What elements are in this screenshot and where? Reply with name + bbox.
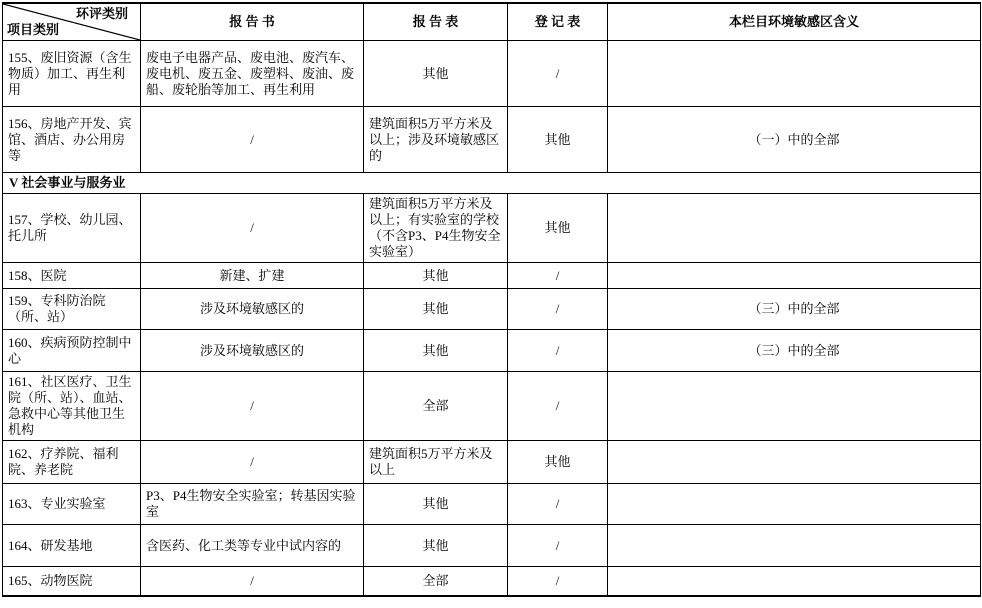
cell-report-book: / (141, 194, 364, 263)
header-project-category-label: 项目类别 (7, 22, 60, 37)
cell-report-book: / (141, 107, 364, 173)
cell-report-book: / (141, 441, 364, 484)
cell-meaning: （一）中的全部 (608, 107, 981, 173)
cell-category: 165、动物医院 (3, 567, 141, 596)
cell-meaning (608, 263, 981, 289)
diagonal-header-cell (3, 3, 141, 41)
cell-category: 158、医院 (3, 263, 141, 289)
cell-report-form: 建筑面积5万平方米及以上；有实验室的学校（不含P3、P4生物安全实验室） (364, 194, 508, 263)
table-row (3, 525, 981, 567)
document-page (0, 2, 982, 597)
cell-report-form: 全部 (364, 567, 508, 596)
cell-report-form: 其他 (364, 525, 508, 567)
cell-report-book: P3、P4生物安全实验室；转基因实验室 (141, 484, 364, 525)
header-report-form: 报 告 表 (364, 3, 508, 41)
cell-meaning: （三）中的全部 (608, 330, 981, 372)
table-row (3, 567, 981, 596)
cell-registration-form: / (508, 484, 608, 525)
cell-report-book: / (141, 372, 364, 441)
table-row (3, 263, 981, 289)
cell-registration-form: 其他 (508, 194, 608, 263)
cell-category: 157、学校、幼儿园、托儿所 (3, 194, 141, 263)
cell-meaning (608, 525, 981, 567)
cell-category: 155、废旧资源（含生物质）加工、再生利用 (3, 41, 141, 107)
table-row (3, 484, 981, 525)
cell-report-form: 建筑面积5万平方米及以上；涉及环境敏感区的 (364, 107, 508, 173)
header-registration-form: 登 记 表 (508, 3, 608, 41)
cell-meaning: （三）中的全部 (608, 289, 981, 330)
cell-meaning (608, 567, 981, 596)
cell-report-form: 其他 (364, 263, 508, 289)
section-title: V 社会事业与服务业 (3, 173, 981, 194)
table-row (3, 372, 981, 441)
cell-category: 163、专业实验室 (3, 484, 141, 525)
header-eia-category-label: 环评类别 (75, 6, 128, 21)
cell-registration-form: / (508, 263, 608, 289)
cell-registration-form: / (508, 525, 608, 567)
header-sensitive-area-meaning: 本栏目环境敏感区含义 (608, 3, 981, 41)
cell-report-book: 含医药、化工类等专业中试内容的 (141, 525, 364, 567)
cell-report-form: 其他 (364, 41, 508, 107)
cell-report-form: 其他 (364, 330, 508, 372)
cell-report-form: 其他 (364, 484, 508, 525)
cell-report-form: 建筑面积5万平方米及以上 (364, 441, 508, 484)
cell-registration-form: / (508, 289, 608, 330)
table-row (3, 289, 981, 330)
cell-meaning (608, 194, 981, 263)
cell-registration-form: / (508, 41, 608, 107)
cell-registration-form: / (508, 567, 608, 596)
cell-report-form: 其他 (364, 289, 508, 330)
cell-category: 160、疾病预防控制中心 (3, 330, 141, 372)
cell-category: 164、研发基地 (3, 525, 141, 567)
cell-report-book: 涉及环境敏感区的 (141, 289, 364, 330)
eia-category-table (2, 2, 981, 597)
section-row (3, 173, 981, 194)
header-report-book: 报 告 书 (141, 3, 364, 41)
cell-report-book: 废电子电器产品、废电池、废汽车、废电机、废五金、废塑料、废油、废船、废轮胎等加工、再生利用 (141, 41, 364, 107)
cell-report-book: 涉及环境敏感区的 (141, 330, 364, 372)
cell-meaning (608, 41, 981, 107)
table-row (3, 41, 981, 107)
table-row (3, 330, 981, 372)
cell-registration-form: 其他 (508, 107, 608, 173)
cell-category: 162、疗养院、福利院、养老院 (3, 441, 141, 484)
cell-category: 161、社区医疗、卫生院（所、站）、血站、急救中心等其他卫生机构 (3, 372, 141, 441)
cell-meaning (608, 484, 981, 525)
cell-meaning (608, 372, 981, 441)
cell-report-book: / (141, 567, 364, 596)
cell-category: 156、房地产开发、宾馆、酒店、办公用房等 (3, 107, 141, 173)
cell-registration-form: / (508, 330, 608, 372)
cell-registration-form: / (508, 372, 608, 441)
header-row (3, 3, 981, 41)
cell-registration-form: 其他 (508, 441, 608, 484)
table-row (3, 194, 981, 263)
cell-meaning (608, 441, 981, 484)
table-row (3, 441, 981, 484)
table-row (3, 107, 981, 173)
cell-report-book: 新建、扩建 (141, 263, 364, 289)
cell-category: 159、专科防治院（所、站） (3, 289, 141, 330)
cell-report-form: 全部 (364, 372, 508, 441)
